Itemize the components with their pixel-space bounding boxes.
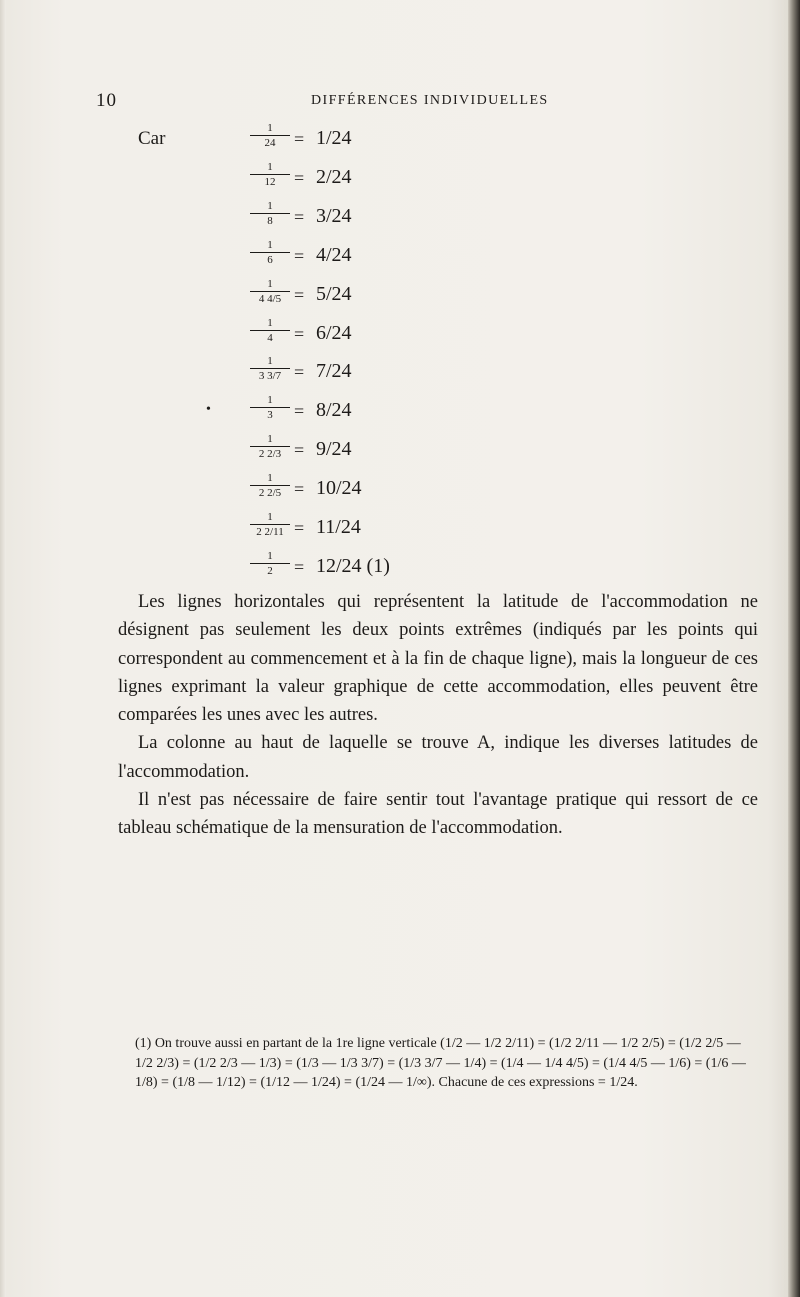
equation-result: 2/24 <box>316 165 352 188</box>
fraction <box>250 512 290 538</box>
equation-result: 8/24 <box>316 399 352 422</box>
body-text <box>118 588 758 843</box>
fraction-numerator: 1 <box>267 277 273 290</box>
paragraph-2: La colonne au haut de laquelle se trouve A, indique les diverses latitudes de l'accommodation. <box>118 733 758 782</box>
fraction-numerator: 1 <box>267 160 273 173</box>
fraction-denominator: 4 4/5 <box>258 292 282 305</box>
running-head: DIFFÉRENCES INDIVIDUELLES <box>311 93 549 108</box>
fraction-denominator: 6 <box>267 253 273 266</box>
equation-row <box>250 240 550 280</box>
fraction-numerator: 1 <box>267 122 273 134</box>
equation-row <box>250 551 550 591</box>
intro-word: Car <box>138 128 166 149</box>
fraction-numerator: 1 <box>267 472 273 485</box>
equation-row <box>250 318 550 358</box>
equation-row <box>250 162 550 202</box>
equation-result: 3/24 <box>316 204 352 227</box>
equals-sign: = <box>294 362 305 383</box>
equals-sign: = <box>294 206 305 227</box>
equation-result: 12/24 (1) <box>316 554 390 577</box>
fraction-denominator: 2 2/5 <box>258 487 282 500</box>
fraction-numerator: 1 <box>267 199 273 212</box>
page-header <box>96 90 760 116</box>
fraction <box>250 551 290 577</box>
equation-result: 6/24 <box>316 321 352 344</box>
fraction <box>250 123 290 149</box>
equation-row <box>250 123 550 163</box>
fraction-numerator: 1 <box>267 433 273 446</box>
fraction-denominator: 24 <box>264 137 276 149</box>
fraction <box>250 162 290 188</box>
fraction <box>250 318 290 344</box>
equation-row <box>250 356 550 396</box>
equals-sign: = <box>294 556 305 577</box>
fraction-denominator: 4 <box>267 331 273 344</box>
fraction-denominator: 2 <box>267 564 273 577</box>
fraction-numerator: 1 <box>267 394 273 407</box>
equation-result: 7/24 <box>316 360 352 383</box>
fraction-denominator: 8 <box>267 214 273 227</box>
equals-sign: = <box>294 245 305 266</box>
equation-result: 4/24 <box>316 243 352 266</box>
fraction <box>250 279 290 305</box>
paragraph-1: Les lignes horizontales qui représentent la latitude de l'accommodation ne désignent pas seulement les deux points extrêmes (indiqués par les points qui correspondent au commencement et à la fin de chaque ligne), mais la longueur de ces lignes exprimant la valeur graphique de cette accommodation, elles peuvent être comparées les unes avec les autres. <box>118 592 758 726</box>
equation-row <box>250 279 550 319</box>
equals-sign: = <box>294 323 305 344</box>
fraction-numerator: 1 <box>267 511 273 523</box>
page-binding-edge <box>788 0 800 1297</box>
equals-sign: = <box>294 129 305 149</box>
fraction-numerator: 1 <box>267 238 273 251</box>
equals-sign: = <box>294 479 305 500</box>
equation-result: 11/24 <box>316 516 361 538</box>
fraction-denominator: 3 <box>267 409 273 422</box>
equals-sign: = <box>294 518 305 538</box>
fraction-numerator: 1 <box>267 316 273 329</box>
fraction <box>250 434 290 460</box>
equation-result: 10/24 <box>316 477 362 500</box>
equals-sign: = <box>294 440 305 461</box>
paragraph-3: Il n'est pas nécessaire de faire sentir tout l'avantage pratique qui ressort de ce tableau schématique de la mensuration de l'accommodation. <box>118 790 758 839</box>
equation-result: 1/24 <box>316 127 352 149</box>
fraction-denominator: 2 2/11 <box>256 526 284 538</box>
equation-row <box>250 512 550 552</box>
fraction <box>250 356 290 382</box>
fraction-denominator: 2 2/3 <box>258 448 282 461</box>
stray-mark: • <box>206 402 211 417</box>
equals-sign: = <box>294 401 305 422</box>
page-left-edge <box>0 0 6 1297</box>
fraction <box>250 240 290 266</box>
page-number: 10 <box>96 90 117 111</box>
equation-row <box>250 395 550 435</box>
footnote: (1) On trouve aussi en partant de la 1re ligne verticale (1/2 — 1/2 2/11) = (1/2 2/11 — 1/2 2/5) = (1/2 2/5 — 1/2 2/3) = (1/2 2/3 — 1/3) = (1/3 — 1/3 3/7) = (1/3 3/7 — 1/4) = (1/4 — 1/4 4/5) = (1/4 4/5 — 1/6) = (1/6 — 1/8) = (1/8 — 1/12) = (1/12 — 1/24) = (1/24 — 1/∞). Chacune de ces expressions = 1/24. <box>135 1036 746 1090</box>
equals-sign: = <box>294 167 305 188</box>
equals-sign: = <box>294 284 305 305</box>
fraction-numerator: 1 <box>267 355 273 368</box>
fraction-denominator: 12 <box>264 175 276 188</box>
fraction-numerator: 1 <box>267 549 273 562</box>
fraction <box>250 395 290 421</box>
fraction <box>250 201 290 227</box>
equation-row <box>250 473 550 513</box>
equation-result: 9/24 <box>316 438 352 461</box>
fraction-denominator: 3 3/7 <box>258 370 282 383</box>
fraction <box>250 473 290 499</box>
equation-result: 5/24 <box>316 282 352 305</box>
equation-row <box>250 201 550 241</box>
equation-row <box>250 434 550 474</box>
